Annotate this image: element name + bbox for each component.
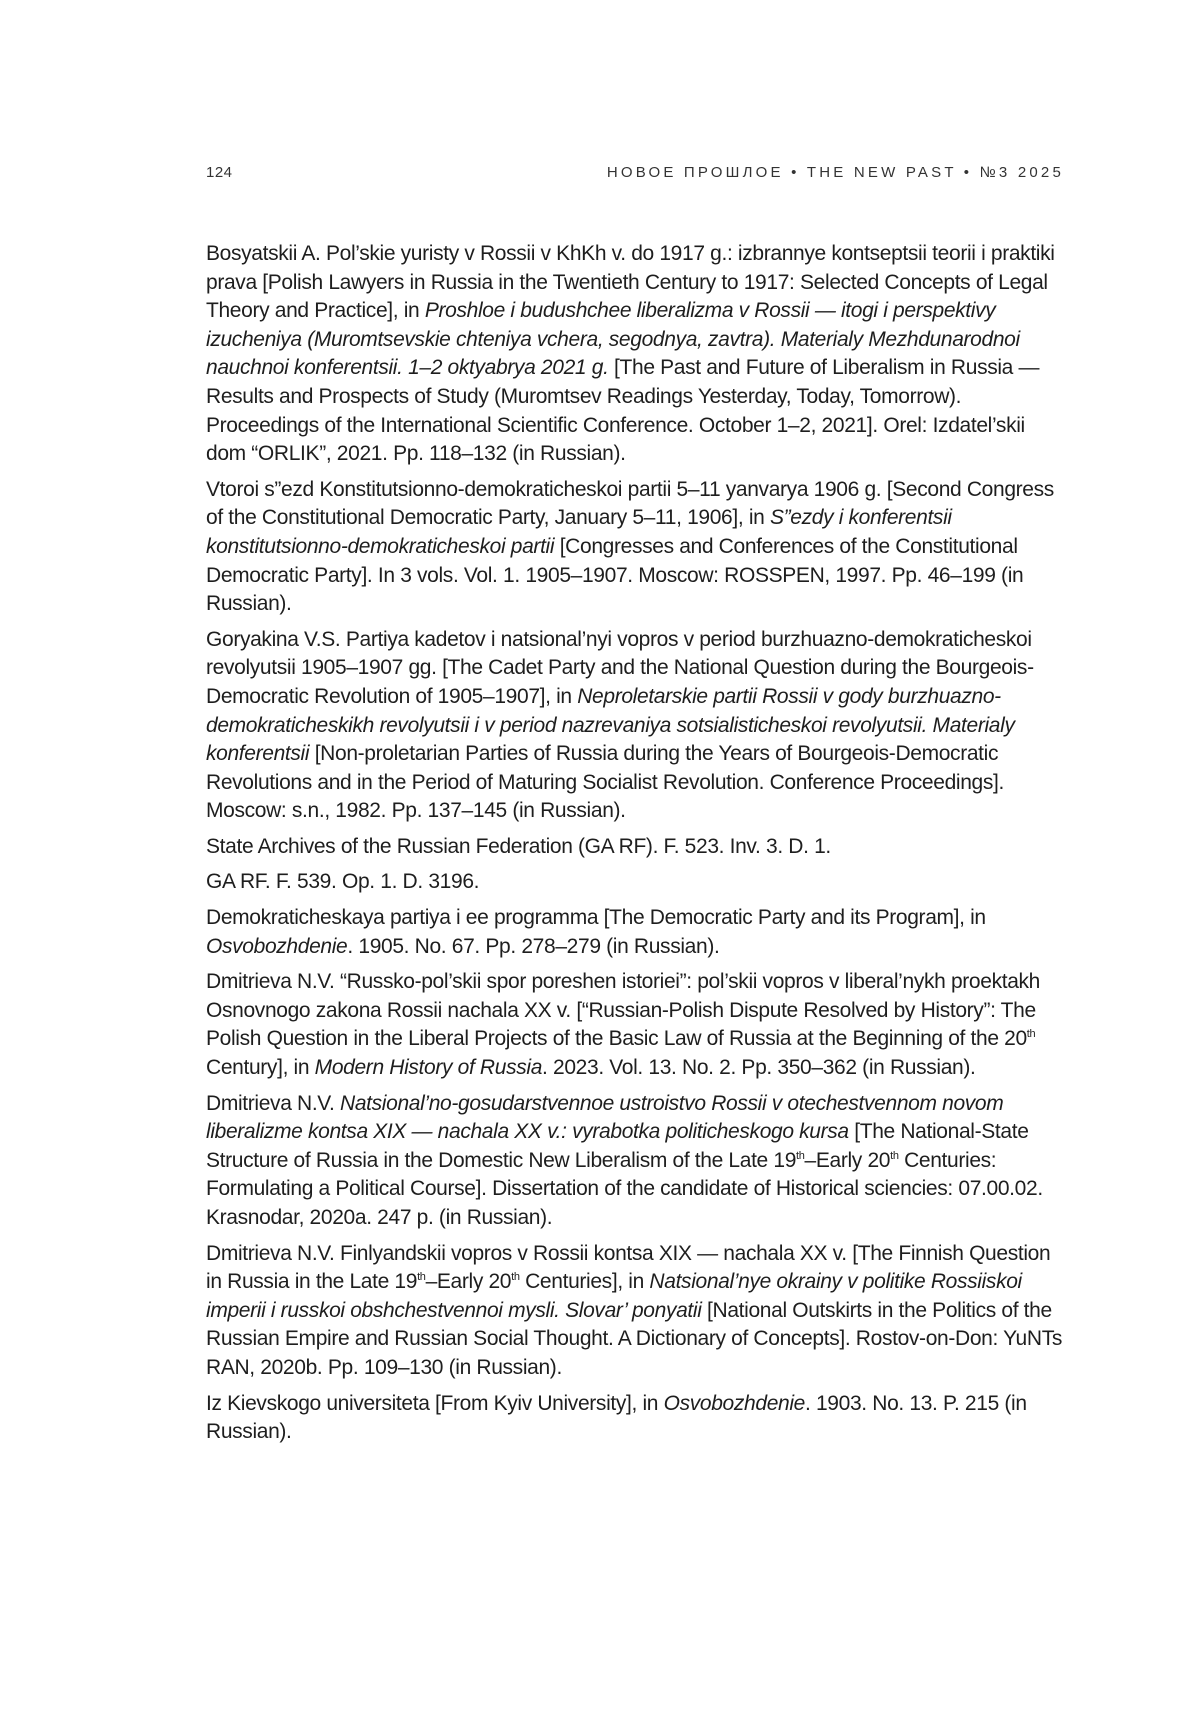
reference-title-italic: Neproletarskie partii Rossii v gody burzhuazno-demokraticheskikh revolyutsii i v period nazrevaniya sotsialisticheskoi revolyutsii. Materialy konferentsii	[206, 684, 1015, 766]
reference-text: . 2023. Vol. 13. No. 2. Pp. 350–362 (in Russian).	[542, 1056, 976, 1080]
reference-text: Century], in	[206, 1056, 315, 1080]
reference-title-italic: Osvobozhdenie	[206, 934, 348, 958]
reference-text: Centuries], in	[519, 1270, 650, 1294]
journal-title: НОВОЕ ПРОШЛОЕ • THE NEW PAST • №3 2025	[606, 164, 1064, 181]
reference-entry	[206, 476, 1064, 619]
reference-text: Vtoroi s”ezd Konstitutsionno-demokraticheskoi partii 5–11 yanvarya 1906 g. [Second Congress of the Constitutional Democratic Party, January 5–11, 1906], in	[206, 477, 1054, 530]
reference-text: State Archives of the Russian Federation (GA RF). F. 523. Inv. 3. D. 1.	[206, 834, 831, 858]
reference-entry	[206, 1240, 1064, 1383]
reference-text: . 1905. No. 67. Pp. 278–279 (in Russian).	[347, 934, 720, 958]
reference-text: [National Outskirts in the Politics of the Russian Empire and Russian Social Thought. A Dictionary of Concepts]. Rostov-on-Don: YuNTs RAN, 2020b. Pp. 109–130 (in Russian).	[206, 1298, 1063, 1379]
reference-text: [The Past and Future of Liberalism in Russia — Results and Prospects of Study (Muromtsev Readings Yesterday, Today, Tomorrow). Proceedings of the International Scientific Conference. October 1–2, 2021]. Orel: Izdatel’skii dom “ORLIK”, 2021. Pp. 118–132 (in Russian).	[206, 356, 1040, 466]
reference-text: Demokraticheskaya partiya i ee programma [The Democratic Party and its Program], in	[206, 906, 986, 930]
reference-title-italic: Natsional’no-gosudarstvennoe ustroistvo Rossii v otechestvennom novom liberalizme kontsa XIX — nachala XX v.: vyrabotka politicheskogo kursa	[206, 1091, 1004, 1144]
ordinal-suffix: th	[417, 1271, 426, 1284]
reference-text: Centuries: Formulating a Political Course]. Dissertation of the candidate of Historical sciencies: 07.00.02. Krasnodar, 2020a. 247 p. (in Russian).	[206, 1148, 1043, 1229]
reference-title-italic: S”ezdy i konferentsii konstitutsionno-demokraticheskoi partii	[206, 506, 952, 558]
reference-entry	[206, 1390, 1064, 1447]
reference-entry	[206, 626, 1064, 826]
page-number: 124	[206, 164, 233, 181]
ordinal-suffix: th	[1026, 1028, 1036, 1041]
reference-entry	[206, 968, 1064, 1082]
reference-text: [The National-State Structure of Russia in the Domestic New Liberalism of the Late 19	[206, 1120, 1029, 1172]
reference-title-italic: Proshloe i budushchee liberalizma v Rossii — itogi i perspektivy izucheniya (Muromtsevskie chteniya vchera, segodnya, zavtra). Materialy Mezhdunarodnoi nauchnoi konferentsii. 1–2 oktyabrya 2021 g.	[206, 299, 1020, 380]
ordinal-suffix: th	[511, 1271, 520, 1284]
reference-text: [Non-proletarian Parties of Russia during the Years of Bourgeois-Democratic Revolutions and in the Period of Maturing Socialist Revolution. Conference Proceedings]. Moscow: s.n., 1982. Pp. 137–145 (in Russian).	[206, 742, 1005, 823]
reference-title-italic: Modern History of Russia	[314, 1056, 543, 1080]
reference-entry	[206, 868, 1064, 897]
reference-text: Iz Kievskogo universiteta [From Kyiv University], in	[206, 1391, 664, 1415]
reference-title-italic: Osvobozhdenie	[663, 1391, 805, 1415]
reference-text: Bosyatskii A. Pol’skie yuristy v Rossii v KhKh v. do 1917 g.: izbrannye kontseptsii teorii i praktiki prava [Polish Lawyers in Russia in the Twentieth Century to 1917: Selected Concepts of Legal Theory and Practice], in	[206, 242, 1055, 323]
reference-entry	[206, 1090, 1064, 1233]
reference-entry	[206, 240, 1064, 469]
reference-text: –Early 20	[425, 1270, 512, 1294]
reference-entry	[206, 833, 1064, 862]
ordinal-suffix: th	[796, 1149, 805, 1162]
reference-entry	[206, 904, 1064, 961]
reference-title-italic: Natsional’nye okrainy v politike Rossiiskoi imperii i russkoi obshchestvennoi mysli. Slovar’ ponyatii	[206, 1270, 1022, 1322]
ordinal-suffix: th	[890, 1149, 899, 1162]
running-header	[206, 164, 1064, 186]
reference-list	[206, 240, 1064, 1454]
reference-text: Goryakina V.S. Partiya kadetov i natsional’nyi vopros v period burzhuazno-demokraticheskoi revolyutsii 1905–1907 gg. [The Cadet Party and the National Question during the Bourgeois-Democratic Revolution of 1905–1907], in	[206, 627, 1034, 708]
reference-text: [Congresses and Conferences of the Constitutional Democratic Party]. In 3 vols. Vol. 1. 1905–1907. Moscow: ROSSPEN, 1997. Pp. 46–199 (in Russian).	[206, 534, 1024, 616]
reference-text: . 1903. No. 13. P. 215 (in Russian).	[206, 1391, 1027, 1444]
reference-text: Dmitrieva N.V. Finlyandskii vopros v Rossii kontsa XIX — nachala XX v. [The Finnish Question in Russia in the Late 19	[206, 1241, 1051, 1294]
reference-text: Dmitrieva N.V.	[206, 1091, 341, 1115]
reference-text: GA RF. F. 539. Op. 1. D. 3196.	[206, 870, 480, 894]
reference-text: –Early 20	[804, 1148, 891, 1172]
reference-text: Dmitrieva N.V. “Russko-pol’skii spor poreshen istoriei”: pol’skii vopros v liberal’nykh proektakh Osnovnogo zakona Rossii nachala XX v. [“Russian-Polish Dispute Resolved by History”: The Polish Question in the Liberal Projects of the Basic Law of Russia at the Beginning of the 20	[206, 970, 1041, 1051]
